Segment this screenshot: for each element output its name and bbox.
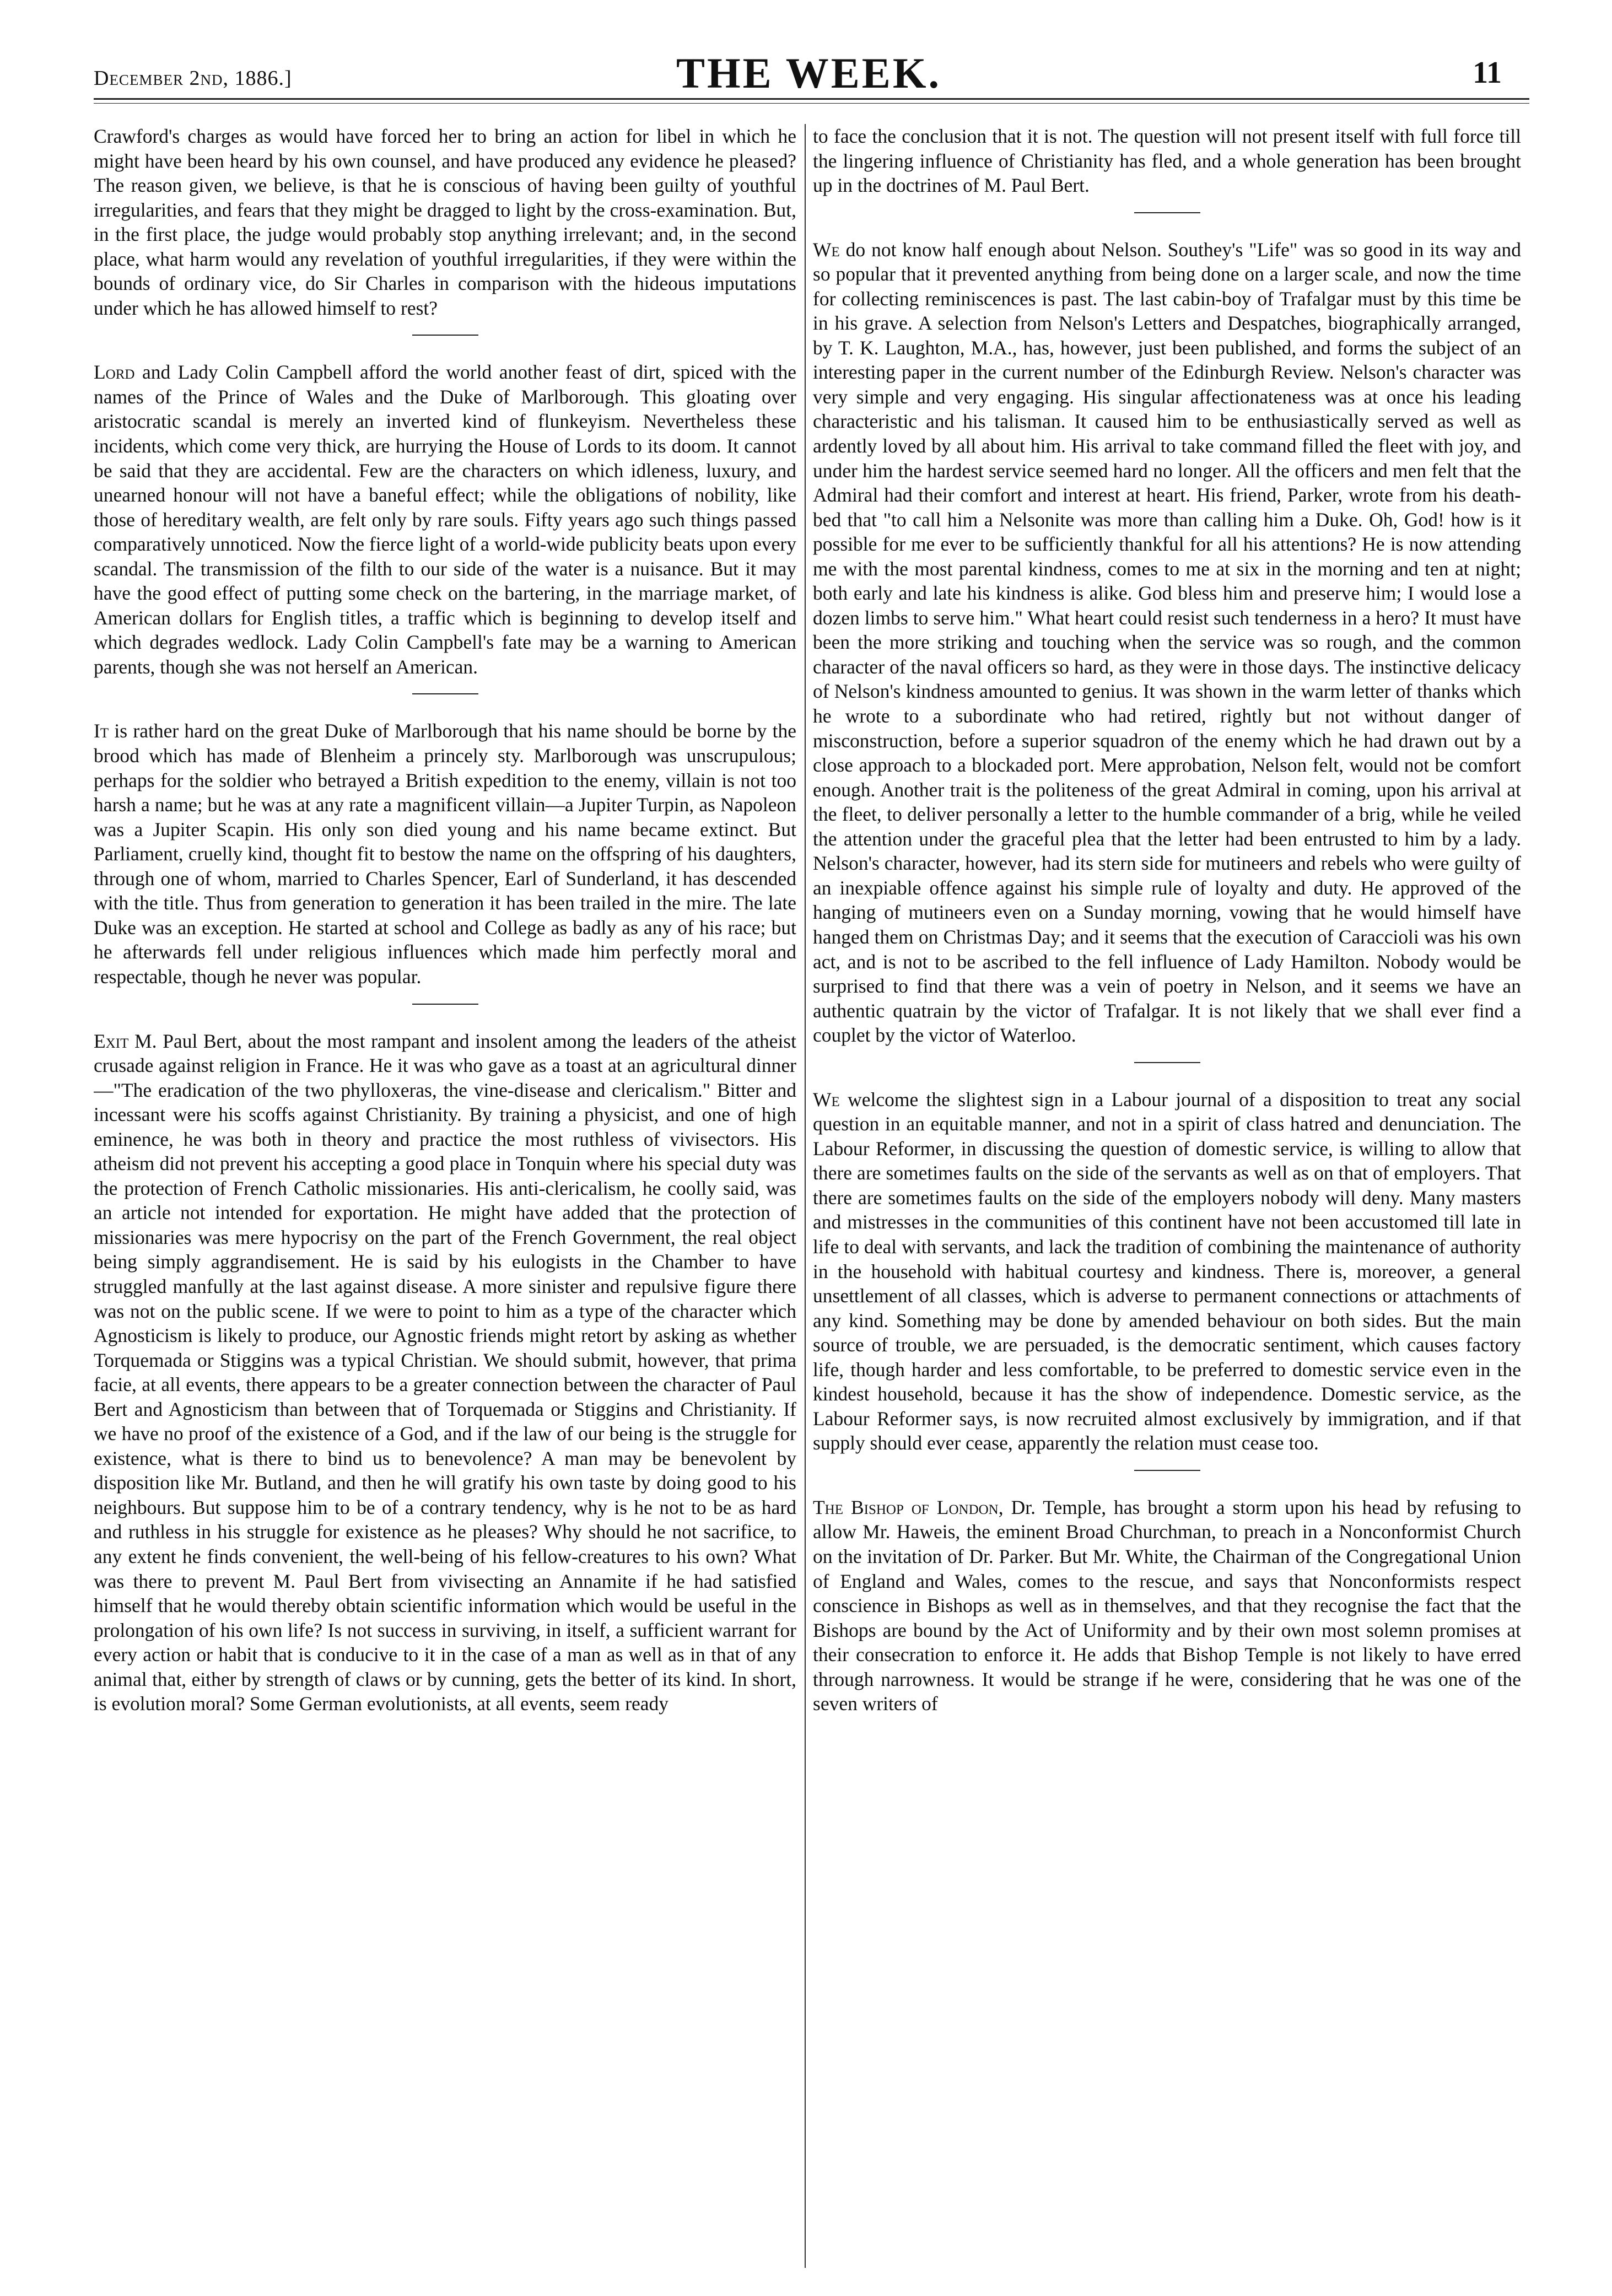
page-header: [94, 39, 1524, 99]
paragraph-lead: It: [94, 720, 109, 742]
article-paragraph: [94, 124, 796, 320]
article-paragraph: [94, 719, 796, 989]
paragraph-text: M. Paul Bert, about the most rampant and insolent among the leaders of the atheist crusade against religion in France. He it was who gave as a toast at an agricultural dinner—"The eradication of the two phylloxeras, the vine-disease and clericalism." Bitter and incessant were his scoffs against Christianity. By training a physicist, and one of high eminence, he was both in theory and practice the most ruthless of vivisectors. His atheism did not prevent his accepting a good place in Tonquin where his special duty was the protection of French Catholic missionaries. His anti-clericalism, he coolly said, was an article not intended for exportation. He might have added that the protection of missionaries was mere hypocrisy on the part of the French Government, the real object being simply aggrandisement. He is said by his eulogists in the Chamber to have struggled manfully at the last against disease. A more sinister and repulsive figure there was not on the public scene. If we were to point to him as a type of the character which Agnosticism is likely to produce, our Agnostic friends might retort by asking as whether Torquemada or Stiggins was a typical Christian. We should submit, however, that prima facie, at all events, there appears to be a greater connection between the character of Paul Bert and Agnosticism than between that of Torquemada or Stiggins and Christianity. If we have no proof of the existence of a God, and if the law of our being is the struggle for existence, what is there to bind us to benevolence? A man may be benevolent by disposition like Mr. Butland, and then he will gratify his own taste by doing good to his neighbours. But suppose him to be of a contrary tendency, why is he not to be as hard and ruthless in his struggle for existence as he pleases? Why should he not sacrifice, to any extent he finds convenient, the well-being of his fellow-creatures to his own? What was there to prevent M. Paul Bert from vivisecting an Annamite if he had satisfied himself that he would thereby obtain scientific information which would be useful in the prolongation of his own life? Is not success in surviving, in itself, a sufficient warrant for every action or habit that is conducive to it in the case of a man as well as in that of any animal that, either by strength of claws or by cunning, gets the better of its kind. In short, is evolution moral? Some German evolutionists, at all events, seem ready: [94, 1030, 796, 1715]
column-divider: [805, 124, 806, 2268]
section-separator: [412, 335, 478, 336]
article-paragraph: [94, 360, 796, 679]
section-separator: [1134, 1062, 1200, 1063]
publication-title: THE WEEK.: [676, 49, 942, 97]
paragraph-text: Crawford's charges as would have forced her to bring an action for libel in which he might have been heard by his own counsel, and have produced any evidence he pleased? The reason given, we believe, is that he is conscious of having been guilty of youthful irregularities, and fears that they might be dragged to light by the cross-examination. But, in the first place, the judge would probably stop anything irrelevant; and, in the second place, what harm would any revelation of youthful irregularities, if they were within the bounds of ordinary vice, do Sir Charles in comparison with the hideous imputations under which he has allowed himself to rest?: [94, 125, 796, 319]
paragraph-lead: We: [813, 238, 840, 261]
paragraph-lead: Exit: [94, 1030, 129, 1052]
left-column: [94, 124, 796, 2273]
paragraph-lead: We: [813, 1088, 840, 1111]
article-paragraph: [813, 238, 1521, 1048]
article-paragraph: [94, 1029, 796, 1716]
paragraph-text: welcome the slightest sign in a Labour journal of a disposition to treat any social question in an equitable manner, and not in a spirit of class hatred and denunciation. The Labour Reformer, in discussing the question of domestic service, is willing to allow that there are sometimes faults on the side of the servants as well as on that of employers. That there are sometimes faults on the side of the employers nobody will deny. Many masters and mistresses in the communities of this continent have not been accustomed till late in life to deal with servants, and lack the tradition of combining the maintenance of authority in the household with habitual courtesy and kindness. There is, moreover, a general unsettlement of all classes, which is adverse to permanent connections or attachments of any kind. Something may be done by amended behaviour on both sides. But the main source of trouble, we are persuaded, is the democratic sentiment, which causes factory life, though harder and less comfortable, to be preferred to domestic service even in the kindest household, because it has the show of independence. Domestic service, as the Labour Reformer says, is now recruited almost exclusively by immigration, and if that supply should ever cease, apparently the relation must cease too.: [813, 1088, 1521, 1454]
section-separator: [1134, 1470, 1200, 1471]
article-paragraph: [813, 124, 1521, 198]
right-column: [813, 124, 1521, 2273]
section-separator: [412, 693, 478, 694]
page-number: 11: [1473, 56, 1502, 90]
paragraph-text: to face the conclusion that it is not. The question will not present itself with full force till the lingering influence of Christianity has fled, and a whole generation has been brought up in the doctrines of M. Paul Bert.: [813, 125, 1521, 197]
issue-date: December 2nd, 1886.]: [94, 67, 292, 90]
section-separator: [412, 1004, 478, 1005]
header-rule: [94, 98, 1529, 104]
paragraph-text: do not know half enough about Nelson. Southey's "Life" was so good in its way and so popular that it prevented anything from being done on a larger scale, and now the time for collecting reminiscences is past. The last cabin-boy of Trafalgar must by this time be in his grave. A selection from Nelson's Letters and Despatches, biographically arranged, by T. K. Laughton, M.A., has, however, just been published, and forms the subject of an interesting paper in the current number of the Edinburgh Review. Nelson's character was very simple and very engaging. His singular affectionateness was at once his leading characteristic and his talisman. It caused him to be enthusiastically served as well as ardently loved by all about him. His arrival to take command filled the fleet with joy, and under him the hardest service seemed hard no longer. All the officers and men felt that the Admiral had their comfort and interest at heart. His friend, Parker, wrote from his death-bed that "to call him a Nelsonite was more than calling him a Duke. Oh, God! how is it possible for me ever to be sufficiently thankful for all his attentions? He is now attending me with the most parental kindness, comes to me at six in the morning and ten at night; both early and late his kindness is alike. God bless him and preserve him; I would lose a dozen limbs to serve him." What heart could resist such tenderness in a hero? It must have been the more striking and touching when the service was so rough, and the common character of the naval officers so hard, as they were in those days. The instinctive delicacy of Nelson's kindness amounted to genius. It was shown in the warm letter of thanks which he wrote to a subordinate who had retired, rightly but not without danger of misconstruction, before a superior squadron of the enemy which he had drawn out by a close approach to a blockaded port. Mere approbation, Nelson felt, would not be comfort enough. Another trait is the politeness of the great Admiral in coming, upon his arrival at the fleet, to deliver personally a letter to the humble commander of a brig, while he veiled the attention under the graceful plea that the letter had been entrusted to him by a lady. Nelson's character, however, had its stern side for mutineers and rebels who were guilty of an inexpiable offence against his simple rule of loyalty and duty. He approved of the hanging of mutineers even on a Sunday morning, vowing that he would himself have hanged them on Christmas Day; and it seems that the execution of Caraccioli was his own act, and is not to be ascribed to the fell influence of Lady Hamilton. Nobody would be surprised to find that there was a vein of poetry in Nelson, and it seems we have an authentic quatrain by the victor of Trafalgar. It is not likely that we shall ever find a couplet by the victor of Waterloo.: [813, 238, 1521, 1047]
paragraph-text: is rather hard on the great Duke of Marlborough that his name should be borne by the brood which has made of Blenheim a princely sty. Marlborough was unscrupulous; perhaps for the soldier who betrayed a British expedition to the enemy, villain is not too harsh a name; but he was at any rate a magnificent villain—a Jupiter Turpin, as Napoleon was a Jupiter Scapin. His only son died young and his name became extinct. But Parliament, cruelly kind, thought fit to bestow the name on the offspring of his daughters, through one of whom, married to Charles Spencer, Earl of Sunderland, it has descended with the title. Thus from generation to generation it has been trailed in the mire. The late Duke was an exception. He started at school and College as badly as any of his race; but he afterwards fell under religious influences which made him perfectly moral and respectable, though he never was popular.: [94, 720, 796, 988]
paragraph-lead: Lord: [94, 361, 135, 384]
paragraph-lead: The Bishop of London,: [813, 1496, 1004, 1518]
article-paragraph: [813, 1495, 1521, 1716]
section-separator: [1134, 212, 1200, 213]
article-paragraph: [813, 1087, 1521, 1456]
paragraph-text: and Lady Colin Campbell afford the world another feast of dirt, spiced with the names of the Prince of Wales and the Duke of Marlborough. This gloating over aristocratic scandal is merely an inverted kind of flunkeyism. Nevertheless these incidents, which come very thick, are hurrying the House of Lords to its doom. It cannot be said that they are accidental. Few are the characters on which idleness, luxury, and unearned honour will not have a baneful effect; while the obligations of nobility, like those of hereditary wealth, are felt only by rare souls. Fifty years ago such things passed comparatively unnoticed. Now the fierce light of a world-wide publicity beats upon every scandal. The transmission of the filth to our side of the water is a nuisance. But it may have the good effect of putting some check on the bartering, in the marriage market, of American dollars for English titles, a traffic which is beginning to develop itself and which degrades wedlock. Lady Colin Campbell's fate may be a warning to American parents, though she was not herself an American.: [94, 361, 796, 678]
paragraph-text: Dr. Temple, has brought a storm upon his head by refusing to allow Mr. Haweis, the eminent Broad Churchman, to preach in a Nonconformist Church on the invitation of Dr. Parker. But Mr. White, the Chairman of the Congregational Union of England and Wales, comes to the rescue, and says that Nonconformists respect conscience in Bishops as well as in themselves, and that they recognise the fact that the Bishops are bound by the Act of Uniformity and by their own most solemn promises at their consecration to enforce it. He adds that Bishop Temple is not likely to have erred through narrowness. It would be strange if he were, considering that he was one of the seven writers of: [813, 1496, 1521, 1715]
